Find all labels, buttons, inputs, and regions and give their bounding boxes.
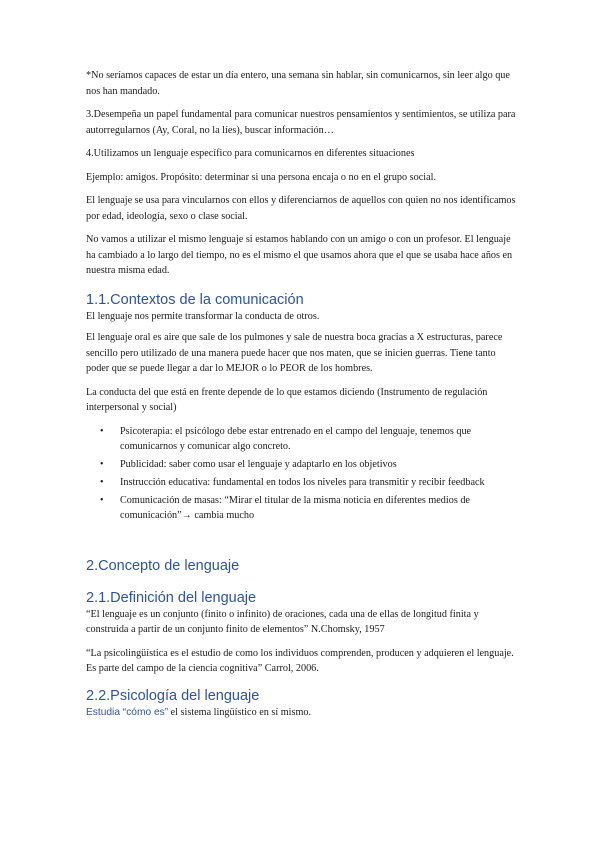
paragraph: *No seríamos capaces de estar un día entero, una semana sin hablar, sin comunicarnos, sin leer algo que nos han mandado. — [86, 70, 510, 97]
paragraph: La conducta del que está en frente depende de lo que estamos diciendo (Instrumento de regulación interpersonal y social) — [86, 386, 488, 413]
highlighted-phrase: Estudia “cómo es” — [86, 706, 169, 718]
section-heading-2-2: 2.2.Psicología del lenguaje — [86, 687, 260, 704]
bullet-icon: • — [100, 494, 104, 506]
list-item — [100, 457, 516, 472]
paragraph: El lenguaje nos permite transformar la conducta de otros. — [86, 310, 320, 322]
list-item — [100, 424, 516, 454]
bullet-icon: • — [100, 425, 104, 437]
bullet-list — [86, 424, 516, 523]
section-heading-2-1: 2.1.Definición del lenguaje — [86, 589, 257, 606]
section-heading-1-1: 1.1.Contextos de la comunicación — [86, 291, 304, 308]
paragraph: 3.Desempeña un papel fundamental para comunicar nuestros pensamientos y sentimientos, se utiliza para autorregularnos (Ay, Coral, no la líes), buscar información… — [86, 109, 516, 136]
paragraph — [86, 705, 516, 721]
list-item-text: Comunicación de masas: “Mirar el titular de la misma noticia en diferentes medios de comunicación”→ cambia mucho — [120, 494, 470, 521]
document-page — [86, 68, 516, 728]
list-item-text: Publicidad: saber como usar el lenguaje y adaptarlo en los objetivos — [120, 458, 397, 470]
paragraph: 4.Utilizamos un lenguaje específico para comunicarnos en diferentes situaciones — [86, 148, 415, 159]
paragraph: “El lenguaje es un conjunto (finito o infinito) de oraciones, cada una de ellas de longitud finita y construida a partir de un conjunto finito de elementos” N.Chomsky, 1957 — [86, 608, 479, 635]
paragraph: El lenguaje se usa para vincularnos con ellos y diferenciarnos de aquellos con quien no nos identificamos por edad, ideología, sexo o clase social. — [86, 195, 516, 222]
spacer — [86, 533, 516, 557]
bullet-icon: • — [100, 476, 104, 488]
section-heading-2: 2.Concepto de lenguaje — [86, 557, 240, 574]
bullet-icon: • — [100, 458, 104, 470]
paragraph: El lenguaje oral es aire que sale de los pulmones y sale de nuestra boca gracias a X estructuras, parece sencillo pero utilizado de una manera puede hacer que nos maten, que se inicien guerras. Tiene tanto poder que se puede llegar a dar lo MEJOR o lo PEOR de los hombres. — [86, 332, 503, 374]
paragraph: “La psicolingüística es el estudio de como los individuos comprenden, producen y adquieren el lenguaje. Es parte del campo de la ciencia cognitiva” Carrol, 2006. — [86, 647, 514, 674]
paragraph: Ejemplo: amigos. Propósito: determinar si una persona encaja o no en el grupo social. — [86, 171, 436, 183]
list-item-text: Psicoterapia: el psicólogo debe estar entrenado en el campo del lenguaje, tenemos que comunicarnos y comunicar algo concreto. — [120, 425, 472, 452]
list-item — [100, 475, 516, 490]
list-item-text: Instrucción educativa: fundamental en todos los niveles para transmitir y recibir feedback — [120, 476, 485, 488]
list-item — [100, 493, 516, 523]
paragraph-text: el sistema lingüístico en sí mismo. — [168, 706, 312, 718]
paragraph: No vamos a utilizar el mismo lenguaje si estamos hablando con un amigo o con un profesor. El lenguaje ha cambiado a lo largo del tiempo, no es el mismo el que usamos ahora que el que se usaba hace años en nuestra misma edad. — [86, 234, 513, 276]
